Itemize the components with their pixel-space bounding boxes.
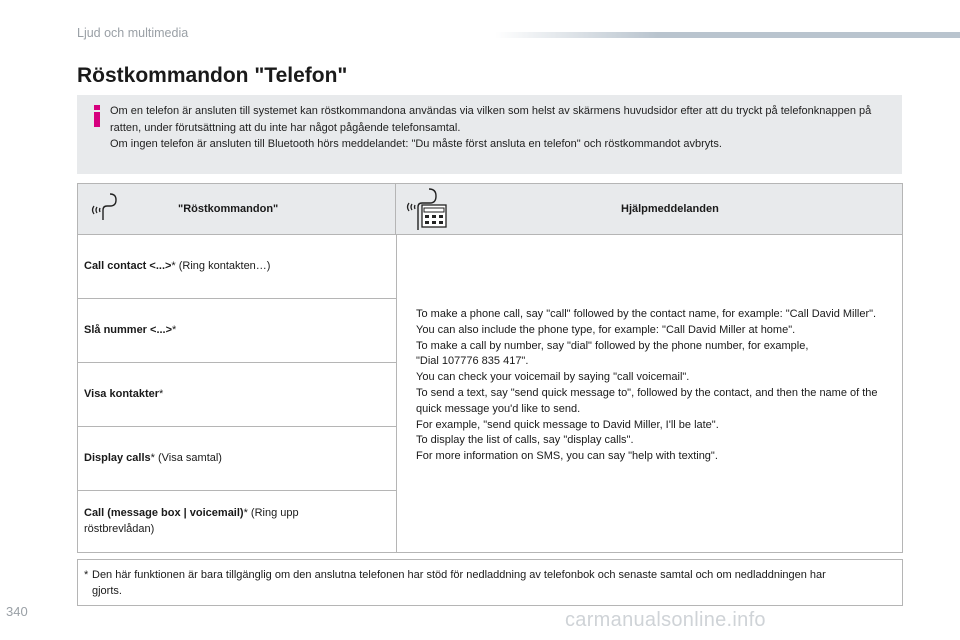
command-row — [78, 235, 396, 298]
help-line: To make a call by number, say "dial" followed by the phone number, for example, — [416, 339, 809, 352]
header-rule — [495, 32, 960, 38]
command-note: * — [172, 323, 177, 336]
help-line: For example, "send quick message to David Miller, I'll be late". — [416, 418, 719, 431]
header-commands-label: "Röstkommandon" — [178, 203, 279, 215]
column-divider — [396, 234, 397, 552]
command-name: Display calls — [84, 451, 151, 464]
help-line: To display the list of calls, say "display calls". — [416, 434, 634, 447]
footnote-marker: * — [84, 569, 89, 581]
command-row — [78, 363, 396, 426]
help-line: "Dial 107776 835 417". — [416, 355, 529, 368]
command-name: Call contact <...> — [84, 259, 172, 272]
help-line: You can check your voicemail by saying "call voicemail". — [416, 371, 690, 384]
header-commands — [78, 184, 396, 234]
info-box — [77, 95, 902, 174]
info-paragraph: Om ingen telefon är ansluten till Bluetooth hörs meddelandet: "Du måste först ansluta en telefon" och röstkommandot avbryts. — [110, 138, 722, 151]
command-note: * (Ring kontakten…) — [171, 259, 271, 272]
command-name: Slå nummer <...> — [84, 323, 173, 336]
help-line: You can also include the phone type, for example: "Call David Miller at home". — [416, 323, 796, 336]
watermark: carmanualsonline.info — [565, 609, 766, 631]
header-help — [396, 184, 902, 234]
command-note: * (Ring upp röstbrevlådan) — [84, 507, 299, 535]
header-help-label: Hjälpmeddelanden — [621, 203, 719, 215]
page-title: Röstkommandon "Telefon" — [77, 64, 348, 87]
voice-command-table — [77, 183, 903, 553]
section-label: Ljud och multimedia — [77, 26, 189, 40]
info-paragraph: Om en telefon är ansluten till systemet kan röstkommandona användas via vilken som helst av skärmens huvudsidor efter att du tryckt på telefonknappen på ratten, under förutsättning att du inte har något pågående telefonsamtal. — [110, 105, 872, 134]
command-row — [78, 427, 396, 490]
command-name: Call (message box | voicemail) — [84, 507, 244, 519]
footnote-text: Den här funktionen är bara tillgänglig om den anslutna telefonen har stöd för nedladdning av telefonbok och senaste samtal och om nedladdningen har gjorts. — [92, 569, 826, 597]
command-note: * (Visa samtal) — [150, 451, 222, 464]
help-messages — [416, 307, 886, 465]
page-number: 340 — [6, 604, 28, 619]
footnote — [77, 559, 903, 606]
info-icon — [90, 105, 104, 127]
command-row — [78, 299, 396, 362]
command-note: * — [159, 387, 164, 400]
help-line: To send a text, say "send quick message to", followed by the contact, and then the name of the quick message you'd like to send. — [416, 386, 878, 415]
command-row — [78, 491, 396, 552]
info-text — [110, 103, 890, 153]
voice-command-icon — [88, 192, 120, 224]
command-name: Visa kontakter — [84, 387, 160, 400]
help-line: To make a phone call, say "call" followed by the contact name, for example: "Call David Miller". — [416, 308, 877, 320]
voice-help-icon — [404, 187, 452, 231]
help-line: For more information on SMS, you can say "help with texting". — [416, 450, 718, 463]
